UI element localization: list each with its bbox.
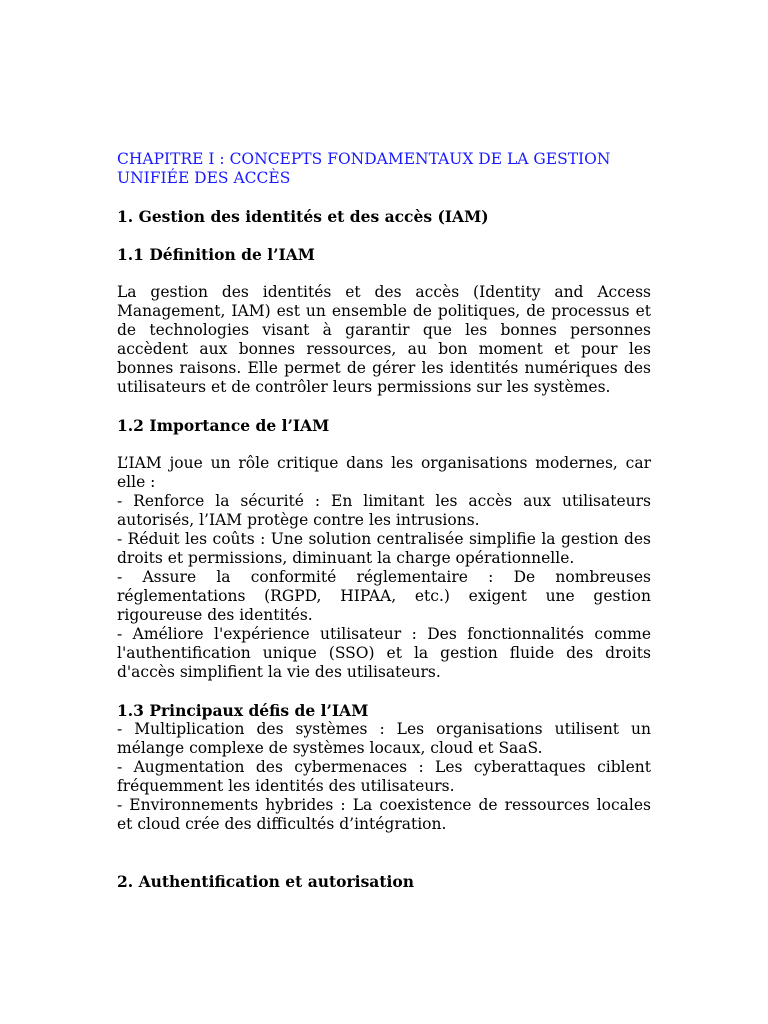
- section-1-3-heading: 1.3 Principaux défis de l’IAM: [117, 701, 369, 720]
- section-2-heading: 2. Authentification et autorisation: [117, 872, 414, 891]
- chapter-title: CHAPITRE I : CONCEPTS FONDAMENTAUX DE LA GESTION UNIFIÉE DES ACCÈS: [117, 150, 611, 187]
- section-1-2-item: - Réduit les coûts : Une solution centralisée simplifie la gestion des droits et permissions, diminuant la charge opérationnelle.: [117, 530, 651, 567]
- section-1-2-item: - Améliore l'expérience utilisateur : Des fonctionnalités comme l'authentification unique (SSO) et la gestion fluide des droits d'accès simplifient la vie des utilisateurs.: [117, 625, 651, 681]
- document-body: [117, 150, 651, 891]
- section-1-1-paragraph: La gestion des identités et des accès (Identity and Access Management, IAM) est un ensemble de politiques, de processus et de technologies visant à garantir que les bonnes personnes accèdent aux bonnes ressources, au bon moment et pour les bonnes raisons. Elle permet de gérer les identités numériques des utilisateurs et de contrôler leurs permissions sur les systèmes.: [117, 283, 651, 396]
- section-1-1-heading: 1.1 Définition de l’IAM: [117, 245, 315, 264]
- section-1-3-item: - Environnements hybrides : La coexistence de ressources locales et cloud crée des difficultés d’intégration.: [117, 796, 651, 833]
- section-1-2-item: - Renforce la sécurité : En limitant les accès aux utilisateurs autorisés, l’IAM protège contre les intrusions.: [117, 492, 651, 529]
- section-1-2-intro: L’IAM joue un rôle critique dans les organisations modernes, car elle :: [117, 454, 651, 491]
- section-1-2-item: - Assure la conformité réglementaire : De nombreuses réglementations (RGPD, HIPAA, etc.) exigent une gestion rigoureuse des identités.: [117, 568, 651, 624]
- section-1-3-item: - Multiplication des systèmes : Les organisations utilisent un mélange complexe de systèmes locaux, cloud et SaaS.: [117, 720, 651, 757]
- section-1-heading: 1. Gestion des identités et des accès (IAM): [117, 207, 489, 226]
- section-1-3-item: - Augmentation des cybermenaces : Les cyberattaques ciblent fréquemment les identités des utilisateurs.: [117, 758, 651, 795]
- section-1-2-heading: 1.2 Importance de l’IAM: [117, 416, 330, 435]
